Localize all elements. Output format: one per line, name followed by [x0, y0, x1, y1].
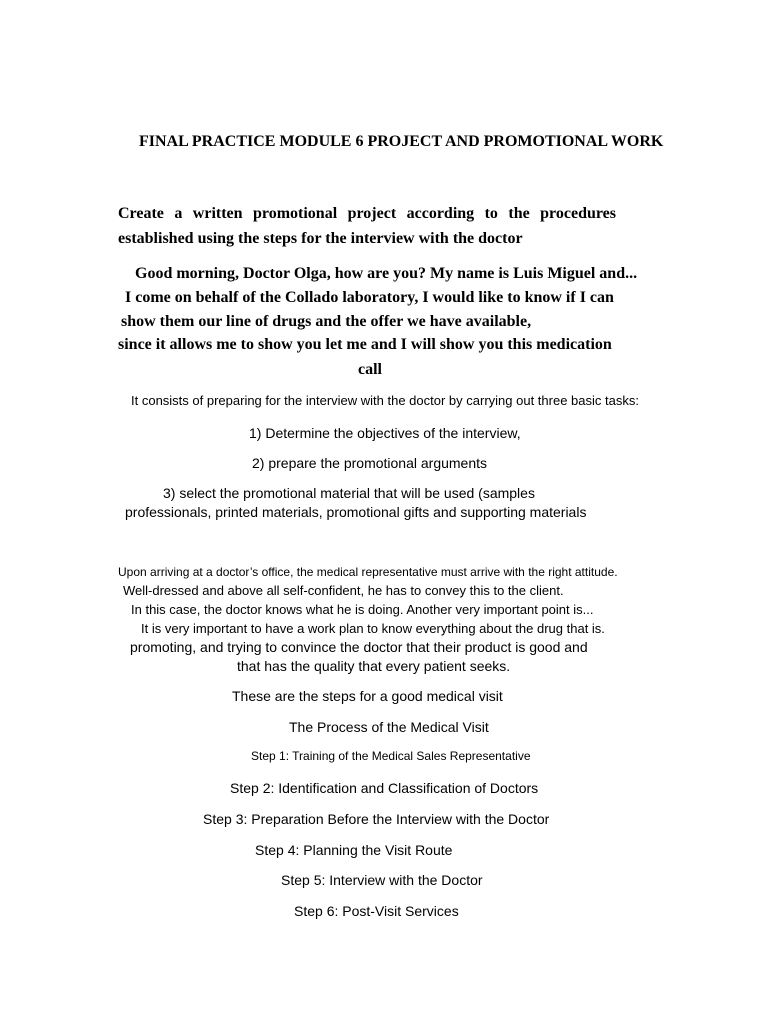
step-6: Step 6: Post-Visit Services: [294, 903, 459, 919]
steps-heading: These are the steps for a good medical visit: [232, 688, 503, 704]
step-2: Step 2: Identification and Classification of Doctors: [230, 780, 539, 796]
attitude-line-6: that has the quality that every patient seeks.: [237, 658, 511, 674]
step-3: Step 3: Preparation Before the Interview with the Doctor: [203, 811, 550, 827]
intro-line-2: established using the steps for the interview with the doctor: [118, 230, 523, 247]
greeting-line-4: since it allows me to show you let me and I will show you this medication: [118, 336, 612, 353]
greeting-line-5: call: [358, 361, 382, 378]
greeting-line-1: Good morning, Doctor Olga, how are you? My name is Luis Miguel and...: [135, 265, 638, 282]
document-title: FINAL PRACTICE MODULE 6 PROJECT AND PROMOTIONAL WORK: [139, 133, 664, 150]
task-3-continued: professionals, printed materials, promotional gifts and supporting materials: [125, 504, 587, 520]
prep-intro: It consists of preparing for the interview with the doctor by carrying out three basic tasks:: [131, 393, 639, 408]
greeting-line-3: show them our line of drugs and the offer we have available,: [121, 313, 532, 330]
intro-line-1: Create a written promotional project according to the procedures: [118, 205, 616, 222]
attitude-line-4: It is very important to have a work plan to know everything about the drug that is.: [141, 621, 605, 636]
task-1: 1) Determine the objectives of the interview,: [249, 425, 521, 441]
task-3: 3) select the promotional material that will be used (samples: [163, 485, 535, 501]
step-5: Step 5: Interview with the Doctor: [281, 872, 483, 888]
attitude-line-1: Upon arriving at a doctor’s office, the medical representative must arrive with the right attitude.: [118, 565, 618, 579]
process-title: The Process of the Medical Visit: [289, 719, 489, 735]
task-2: 2) prepare the promotional arguments: [252, 455, 488, 471]
attitude-line-2: Well-dressed and above all self-confident, he has to convey this to the client.: [123, 583, 564, 598]
attitude-line-3: In this case, the doctor knows what he is doing. Another very important point is...: [131, 602, 594, 617]
greeting-line-2: I come on behalf of the Collado laboratory, I would like to know if I can: [125, 289, 614, 306]
attitude-line-5: promoting, and trying to convince the doctor that their product is good and: [130, 639, 588, 655]
step-4: Step 4: Planning the Visit Route: [255, 842, 453, 858]
step-1: Step 1: Training of the Medical Sales Representative: [251, 749, 531, 763]
